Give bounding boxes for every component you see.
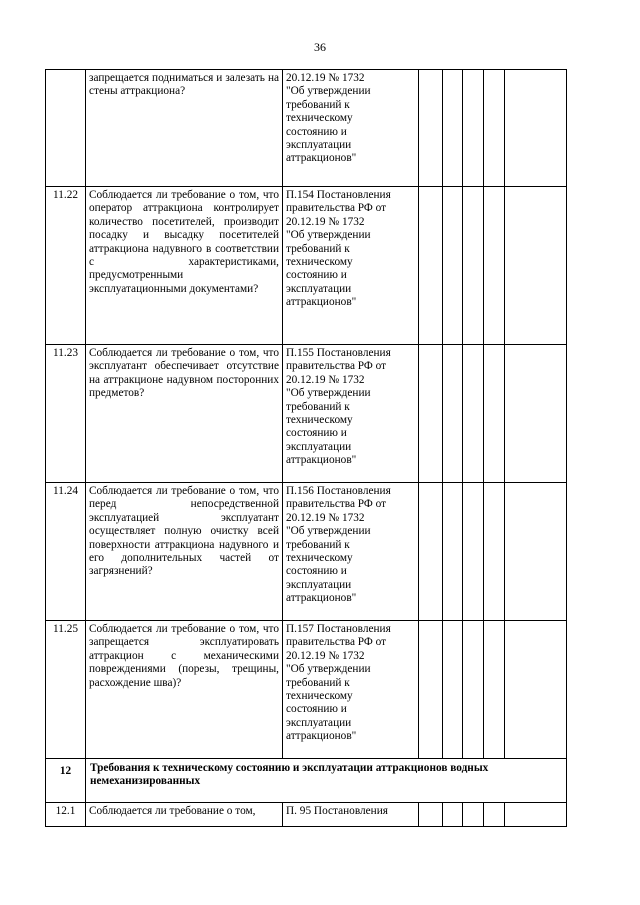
reference-cell: [283, 621, 419, 759]
reference-line: аттракционов": [286, 152, 357, 165]
reference-line: П.154 Постановления: [286, 189, 391, 201]
reference-line: состоянию и: [286, 269, 347, 282]
blank-cell: [484, 483, 505, 621]
reference-line: П. 95 Постановления: [286, 805, 388, 817]
reference-line: аттракционов": [286, 730, 357, 743]
question-cell: Соблюдается ли требование о том, что эксплуатант обеспечивает отсутствие на аттракционе надувном посторонних предметов?: [86, 345, 283, 483]
blank-cell: [443, 187, 463, 345]
reference-line: правительства РФ от: [286, 636, 387, 649]
blank-cell: [419, 483, 443, 621]
reference-line: правительства РФ от: [286, 202, 387, 215]
reference-line: техническому: [286, 256, 353, 269]
table-row: [46, 483, 567, 621]
item-number: 11.24: [46, 483, 86, 621]
reference-line: эксплуатации: [286, 139, 352, 152]
reference-line: "Об утверждении: [286, 663, 371, 676]
reference-cell: [283, 345, 419, 483]
blank-cell: [443, 803, 463, 827]
section-title: Требования к техническому состоянию и эксплуатации аттракционов водных немеханизированных: [86, 759, 567, 803]
blank-cell: [443, 621, 463, 759]
blank-cell: [443, 70, 463, 187]
blank-cell: [443, 483, 463, 621]
reference-line: "Об утверждении: [286, 525, 371, 538]
reference-line: требований к: [286, 400, 350, 413]
reference-line: состоянию и: [286, 703, 347, 716]
reference-line: правительства РФ от: [286, 360, 387, 373]
reference-line: требований к: [286, 98, 350, 111]
table-body: [46, 70, 567, 827]
question-cell: Соблюдается ли требование о том, что запрещается эксплуатировать аттракцион с механическими повреждениями (порезы, трещины, расхождение шва)?: [86, 621, 283, 759]
reference-cell: [283, 70, 419, 187]
reference-line: эксплуатации: [286, 440, 352, 453]
reference-line: 20.12.19 № 1732: [286, 215, 365, 228]
reference-line: требований к: [286, 242, 350, 255]
reference-line: состоянию и: [286, 125, 347, 138]
reference-line: эксплуатации: [286, 578, 352, 591]
question-cell: запрещается подниматься и залезать на стены аттракциона?: [86, 70, 283, 187]
blank-cell: [484, 70, 505, 187]
section-header-row: [46, 759, 567, 803]
checklist-table: [45, 69, 567, 827]
blank-cell: [484, 187, 505, 345]
reference-line: техническому: [286, 112, 353, 125]
blank-cell: [463, 803, 484, 827]
blank-cell: [505, 803, 567, 827]
reference-line: техническому: [286, 414, 353, 427]
table-row: [46, 70, 567, 187]
reference-line: 20.12.19 № 1732: [286, 72, 365, 84]
reference-line: состоянию и: [286, 565, 347, 578]
blank-cell: [484, 803, 505, 827]
reference-line: 20.12.19 № 1732: [286, 373, 365, 386]
reference-line: требований к: [286, 676, 350, 689]
reference-line: правительства РФ от: [286, 498, 387, 511]
reference-line: аттракционов": [286, 454, 357, 467]
reference-line: П.156 Постановления: [286, 485, 391, 497]
reference-line: техническому: [286, 552, 353, 565]
reference-line: П.157 Постановления: [286, 623, 391, 635]
item-number: 11.22: [46, 187, 86, 345]
reference-line: "Об утверждении: [286, 229, 371, 242]
blank-cell: [419, 803, 443, 827]
table-row: [46, 345, 567, 483]
reference-line: аттракционов": [286, 296, 357, 309]
reference-cell: [283, 187, 419, 345]
item-number: 11.23: [46, 345, 86, 483]
blank-cell: [505, 621, 567, 759]
question-cell: Соблюдается ли требование о том, что оператор аттракциона контролирует количество посетителей, производит посадку и высадку посетителей аттракциона надувного в соответствии с характеристиками, предусмотренными эксплуатационными документами?: [86, 187, 283, 345]
blank-cell: [419, 621, 443, 759]
reference-line: "Об утверждении: [286, 387, 371, 400]
blank-cell: [443, 345, 463, 483]
blank-cell: [419, 345, 443, 483]
blank-cell: [505, 345, 567, 483]
reference-line: 20.12.19 № 1732: [286, 511, 365, 524]
blank-cell: [419, 187, 443, 345]
blank-cell: [463, 187, 484, 345]
item-number: 11.25: [46, 621, 86, 759]
blank-cell: [484, 345, 505, 483]
reference-line: "Об утверждении: [286, 85, 371, 98]
blank-cell: [505, 483, 567, 621]
reference-line: 20.12.19 № 1732: [286, 649, 365, 662]
reference-line: техническому: [286, 690, 353, 703]
reference-cell: [283, 483, 419, 621]
table-row: [46, 187, 567, 345]
blank-cell: [463, 345, 484, 483]
page-number: 36: [314, 40, 326, 54]
reference-line: состоянию и: [286, 427, 347, 440]
question-cell: Соблюдается ли требование о том,: [86, 803, 283, 827]
blank-cell: [505, 70, 567, 187]
item-number: [46, 70, 86, 187]
blank-cell: [484, 621, 505, 759]
blank-cell: [419, 70, 443, 187]
item-number: 12.1: [46, 803, 86, 827]
reference-line: аттракционов": [286, 592, 357, 605]
reference-line: эксплуатации: [286, 716, 352, 729]
blank-cell: [463, 70, 484, 187]
question-cell: Соблюдается ли требование о том, что перед непосредственной эксплуатацией эксплуатант осуществляет полную очистку всей поверхности аттракциона надувного и его дополнительных частей от загрязнений?: [86, 483, 283, 621]
table-row: [46, 803, 567, 827]
table-row: [46, 621, 567, 759]
blank-cell: [463, 483, 484, 621]
reference-line: П.155 Постановления: [286, 347, 391, 359]
blank-cell: [505, 187, 567, 345]
reference-line: эксплуатации: [286, 282, 352, 295]
reference-cell: [283, 803, 419, 827]
blank-cell: [463, 621, 484, 759]
reference-line: требований к: [286, 538, 350, 551]
section-number: 12: [46, 759, 86, 803]
